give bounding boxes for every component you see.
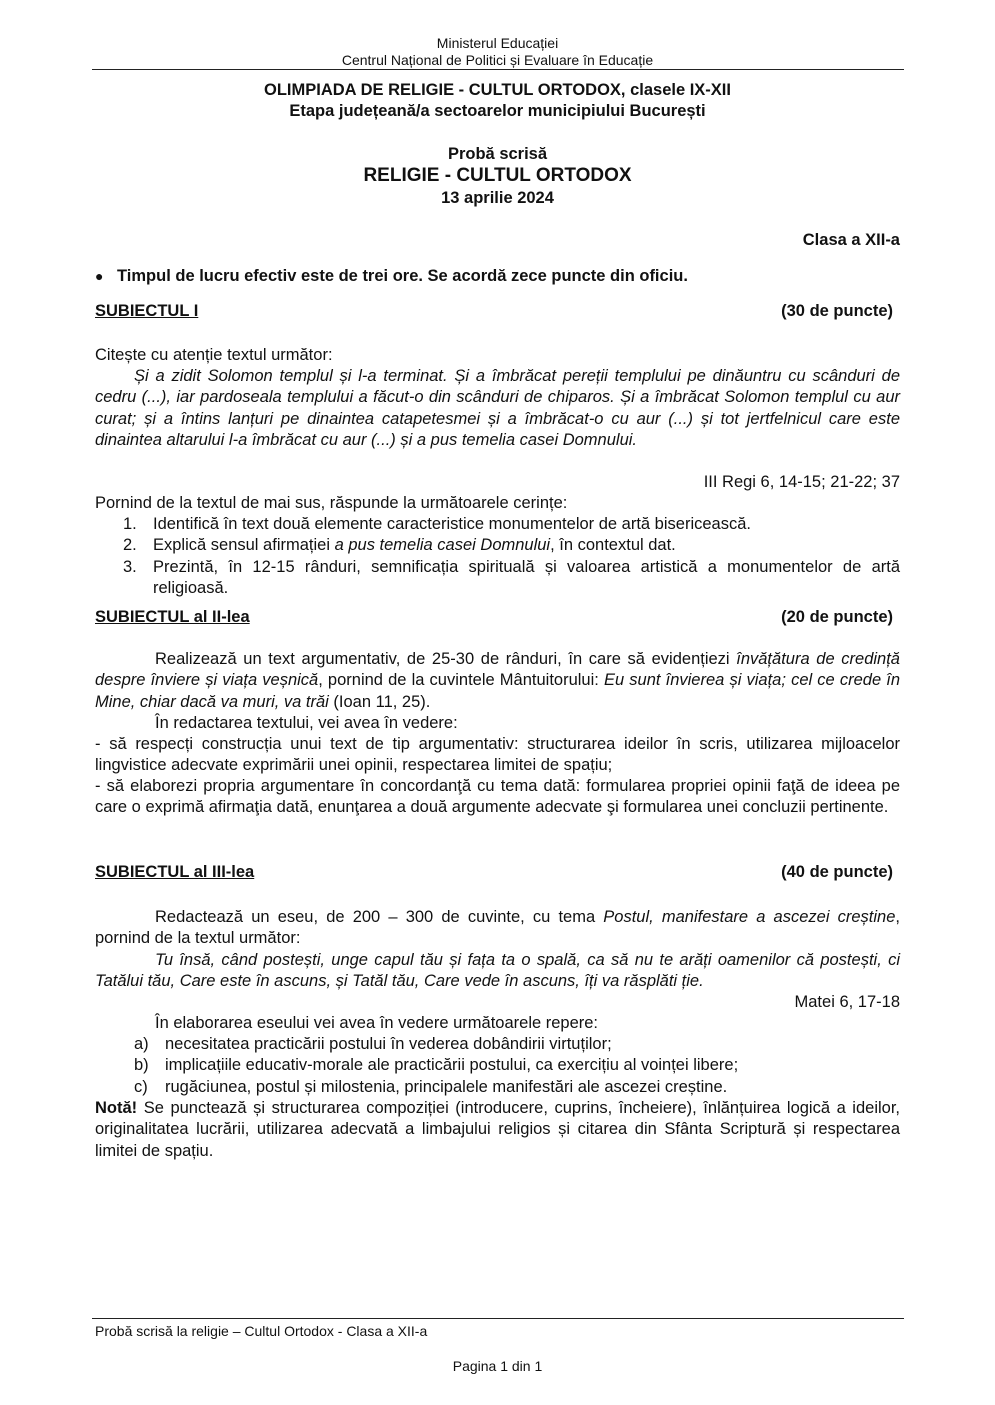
- section-2-paragraph-3: - să respecți construcția unui text de tip argumentativ: structurarea ideilor în scris, utilizarea mijloacelor lingvistice adecvate exprimării unei opinii, respectarea limitei de spațiu;: [95, 735, 900, 775]
- section-2-heading: [95, 607, 893, 627]
- list-item: 1. Identifică în text două elemente caracteristice monumentelor de artă bisericească.: [123, 515, 751, 533]
- instructions-bullet: [95, 266, 688, 286]
- instructions-text: Timpul de lucru efectiv este de trei ore. Se acordă zece puncte din oficiu.: [117, 267, 688, 285]
- header-divider: [92, 69, 904, 70]
- note-label: Notă!: [95, 1099, 138, 1117]
- stage-title: Etapa județeană/a sectoarelor municipiului București: [289, 102, 706, 120]
- header-center: Centrul Național de Politici și Evaluare în Educație: [341, 52, 654, 68]
- section-3-heading: [95, 862, 893, 882]
- section-3-reference: Matei 6, 17-18: [794, 993, 900, 1011]
- section-3-paragraph-1: Redactează un eseu, de 200 – 300 de cuvinte, cu tema Postul, manifestare a ascezei creștine, pornind de la textul următor:: [95, 908, 900, 948]
- subject-title: RELIGIE - CULTUL ORTODOX: [363, 165, 632, 186]
- proba-label: Probă scrisă: [447, 145, 548, 163]
- page-number: Pagina 1 din 1: [452, 1358, 543, 1374]
- footer-text: Probă scrisă la religie – Cultul Ortodox - Clasa a XII-a: [95, 1323, 428, 1339]
- section-1-task-intro: Pornind de la textul de mai sus, răspunde la următoarele cerințe:: [95, 494, 568, 512]
- section-2-points: (20 de puncte): [781, 608, 893, 626]
- list-item: b) implicațiile educativ-morale ale practicării postului, ca exercițiu al voinței libere;: [134, 1056, 739, 1075]
- section-3-title: SUBIECTUL al III-lea: [95, 863, 255, 881]
- section-1-points: (30 de puncte): [781, 302, 893, 320]
- section-1-title: SUBIECTUL I: [95, 302, 199, 320]
- section-1-intro: Citește cu atenție textul următor:: [95, 346, 333, 364]
- list-item: 2. Explică sensul afirmației a pus temelia casei Domnului, în contextul dat.: [123, 536, 676, 555]
- section-1-quote: [95, 366, 900, 451]
- section-2-paragraph-1: Realizează un text argumentativ, de 25-30 de rânduri, în care să evidențiezi învățătura de credință despre înviere și viața veșnică, pornind de la cuvintele Mântuitorului: Eu sunt învierea și viața; cel ce crede în Mine, chiar dacă va muri, va trăi (Ioan 11, 25).: [95, 650, 901, 711]
- list-item: a) necesitatea practicării postului în vederea dobândirii virtuților;: [134, 1035, 612, 1053]
- bullet-icon: ●: [95, 268, 104, 284]
- header-ministry: Ministerul Educației: [436, 35, 559, 51]
- list-item: c) rugăciunea, postul și milostenia, principalele manifestări ale ascezei creștine.: [134, 1077, 728, 1096]
- section-3-note: [95, 1098, 900, 1162]
- section-3-quote-text: Tu însă, când postești, unge capul tău și fața ta o spală, ca să nu te arăți oamenilor că postești, ci Tatălui tău, Care este în ascuns, și Tatăl tău, Care vede în ascuns, îți va răsplăti ție.: [95, 951, 900, 991]
- section-3-repere-intro: În elaborarea eseului vei avea în vedere următoarele repere:: [155, 1014, 599, 1032]
- section-1-quote-text: Și a zidit Solomon templul și l-a terminat. Și a îmbrăcat pereții templului pe dinăuntru cu scânduri de cedru (...), iar pardoseala templului a făcut-o din scânduri de chiparos. Și a îmbrăcat Solomon templul cu aur curat; și a întins lanțuri pe dinaintea catapetesmei și a îmbrăcat-o cu aur (...) și tot jertfelnicul care este dinaintea altarului l-a îmbrăcat cu aur (...) și a pus temelia casei Domnului.: [95, 367, 900, 449]
- list-item: 3. Prezintă, în 12-15 rânduri, semnificația spirituală și valoarea artistică a monumentelor de artă religioasă.: [123, 557, 900, 597]
- exam-date: 13 aprilie 2024: [441, 189, 554, 207]
- note-text: Se punctează și structurarea compoziției (introducere, cuprins, încheiere), înlănțuirea logică a ideilor, originalitatea lucrării, utilizarea adecvată a limbajului religios și citarea din Sfânta Scriptură și respectarea limitei de spațiu.: [95, 1099, 900, 1160]
- footer-divider: [92, 1318, 904, 1319]
- section-3-quote: [95, 950, 900, 993]
- section-3-repere-list: [95, 1034, 900, 1098]
- section-2-paragraph-2: În redactarea textului, vei avea în vedere:: [155, 714, 458, 732]
- class-label: Clasa a XII-a: [802, 231, 900, 249]
- section-1-reference: III Regi 6, 14-15; 21-22; 37: [703, 473, 900, 491]
- section-2-paragraph-4: - să elaborezi propria argumentare în concordanţă cu tema dată: formularea propriei opinii faţă de ideea pe care o exprimă afirmaţia dată, enunţarea a două argumente adecvate şi formularea unei concluzii pertinente.: [95, 777, 900, 817]
- section-1-heading: [95, 301, 893, 321]
- section-1-task-list: [95, 514, 900, 599]
- section-2-title: SUBIECTUL al II-lea: [95, 608, 250, 626]
- section-3-points: (40 de puncte): [781, 863, 893, 881]
- olympiad-title: OLIMPIADA DE RELIGIE - CULTUL ORTODOX, clasele IX-XII: [264, 81, 731, 99]
